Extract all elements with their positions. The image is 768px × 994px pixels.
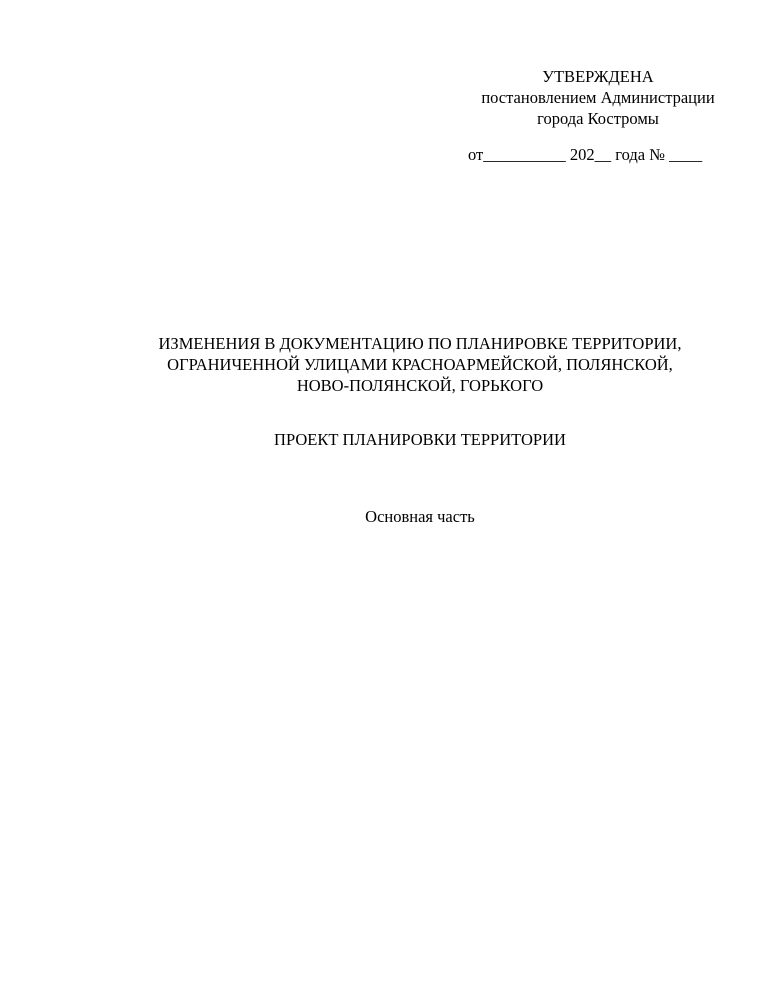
document-title-line-1: ИЗМЕНЕНИЯ В ДОКУМЕНТАЦИЮ ПО ПЛАНИРОВКЕ ТЕРРИТОРИИ, <box>158 334 682 353</box>
document-title <box>100 333 740 396</box>
approval-stamp <box>468 66 728 129</box>
approval-city: города Костромы <box>537 109 659 128</box>
document-title-line-2: ОГРАНИЧЕННОЙ УЛИЦАМИ КРАСНОАРМЕЙСКОЙ, ПОЛЯНСКОЙ, <box>167 355 673 374</box>
approval-heading: УТВЕРЖДЕНА <box>542 67 654 86</box>
document-subtitle: ПРОЕКТ ПЛАНИРОВКИ ТЕРРИТОРИИ <box>274 430 566 449</box>
document-part-label: Основная часть <box>365 507 475 526</box>
document-title-line-3: НОВО-ПОЛЯНСКОЙ, ГОРЬКОГО <box>296 376 544 395</box>
approval-date-line: от__________ 202__ года № ____ <box>468 145 703 164</box>
approval-authority: постановлением Администрации <box>481 88 715 107</box>
